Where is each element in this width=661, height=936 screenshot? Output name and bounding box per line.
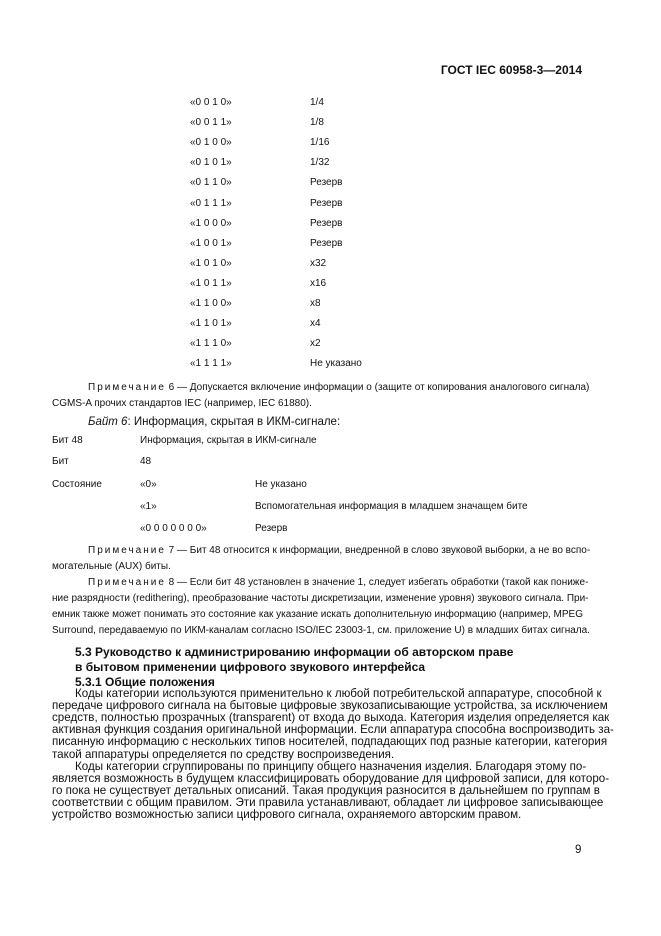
- paragraph-line: передаче цифрового сигнала на бытовые цифровые звукозаписывающие устройства, за исключением: [52, 699, 608, 713]
- note-label: Примечание: [88, 577, 166, 588]
- code-value: «0 0 1 0»: [190, 97, 232, 108]
- bit-label-2: Бит: [52, 456, 69, 467]
- note-text: — Бит 48 относится к информации, внедренной в слово звуковой выборки, а не во вспо-: [177, 545, 591, 556]
- code-meaning: x4: [310, 318, 321, 330]
- code-meaning: x2: [310, 338, 321, 350]
- note-number: 7: [168, 545, 175, 556]
- code-meaning: Резерв: [310, 237, 343, 249]
- code-value: «1 0 0 0»: [190, 217, 232, 229]
- paragraph-line: го пока не существует детальных описаний. Такая продукция разносится в дальнейшем по группам в: [52, 783, 600, 797]
- note-6-line-1: [52, 382, 590, 393]
- byte6-text: : Информация, скрытая в ИКМ-сигнале:: [127, 416, 341, 428]
- subsection-heading: 5.3.1 Общие положения: [75, 675, 215, 689]
- state-desc: Вспомогательная информация в младшем значащем бите: [255, 501, 528, 512]
- code-value: «1 1 1 1»: [190, 358, 232, 370]
- code-value: «0 0 1 1»: [190, 117, 232, 129]
- code-meaning: Резерв: [310, 197, 343, 209]
- note-8-line: ние разрядности (redithering), преобразование частоты дискретизации, изменение уровня) звукового сигнала. При-: [52, 593, 589, 604]
- note-label: Примечание: [88, 382, 166, 393]
- code-value: «1 1 1 0»: [190, 338, 232, 350]
- code-meaning: x16: [310, 277, 327, 289]
- note-number: 6: [168, 382, 175, 393]
- paragraph-line: Коды категории сгруппированы по принципу общего назначения изделия. Благодаря этому по-: [75, 759, 587, 773]
- note-8-line: емник также может понимать это состояние как указание искать дополнительную информацию (например, MPEG: [52, 609, 584, 620]
- state-desc: Не указано: [255, 479, 307, 490]
- section-heading-line-1: 5.3 Руководство к администрированию информации об авторском праве: [75, 645, 514, 659]
- state-code: «0 0 0 0 0 0 0»: [140, 523, 207, 534]
- bit-desc: Информация, скрытая в ИКМ-сигнале: [140, 435, 317, 446]
- section-heading-line-2: в бытовом применении цифрового звукового интерфейса: [75, 660, 426, 674]
- paragraph-line: писанную информацию с нескольких типов носителей, подпадающих под разные категории, категория: [52, 735, 608, 749]
- byte6-label: Байт 6: [88, 416, 128, 428]
- code-value: «1 0 1 1»: [190, 277, 232, 289]
- code-meaning: x32: [310, 257, 327, 269]
- code-value: «1 0 0 1»: [190, 237, 232, 249]
- document-header: ГОСТ IEC 60958-3—2014: [440, 63, 582, 77]
- state-desc: Резерв: [255, 523, 288, 534]
- paragraph-line: устройство возможностью записи цифрового сигнала, охраняемого авторским правом.: [52, 808, 522, 821]
- note-8-line-1: [52, 577, 589, 588]
- state-code: «1»: [140, 501, 157, 512]
- note-7-line-2: могательные (AUX) биты.: [52, 561, 171, 572]
- paragraph-line: активная функция создания оригинальной информации. Если аппаратура способна воспроизводить за-: [52, 723, 614, 737]
- note-text: — Если бит 48 установлен в значение 1, следует избегать обработки (такой как пониже-: [177, 577, 589, 588]
- paragraph-line: Коды категории используются применительно к любой потребительской аппаратуре, способной к: [75, 687, 602, 700]
- paragraph-line: соответствии с общим правилом. Эти правила устанавливают, обладает ли цифровое записывающее: [52, 795, 604, 809]
- code-value: «1 0 1 0»: [190, 257, 232, 269]
- bit-label: Бит 48: [52, 435, 83, 446]
- code-meaning: Резерв: [310, 177, 343, 189]
- note-8-line: Surround, передаваемую по ИКМ-каналам согласно ISO/IEC 23003-1, см. приложение U) в младших битах сигнала.: [52, 625, 590, 636]
- state-label: Состояние: [52, 479, 102, 490]
- note-6-line-2: CGMS-A прочих стандартов IEC (например, IEC 61880).: [52, 398, 312, 409]
- note-number: 8: [168, 577, 175, 588]
- code-meaning: x8: [310, 298, 321, 309]
- code-meaning: Резерв: [310, 217, 343, 229]
- state-code: «0»: [140, 479, 157, 490]
- code-meaning: 1/32: [310, 157, 330, 169]
- code-meaning: Не указано: [310, 358, 362, 370]
- code-meaning: 1/8: [310, 117, 324, 129]
- note-label: Примечание: [88, 545, 166, 556]
- code-value: «1 1 0 1»: [190, 318, 232, 330]
- paragraph-line: средств, полностью прозрачных (transparent) от входа до выхода. Категория изделия определяется как: [52, 711, 610, 725]
- bit-value: 48: [140, 456, 152, 467]
- code-value: «0 1 0 0»: [190, 137, 232, 149]
- code-value: «0 1 1 0»: [190, 177, 232, 189]
- code-value: «0 1 1 1»: [190, 197, 232, 209]
- code-value: «1 1 0 0»: [190, 298, 232, 309]
- paragraph-line: является возможность в будущем классифицировать оборудование для цифровой записи, для которо-: [52, 771, 610, 785]
- paragraph-line: такой аппаратуры определяется по средству воспроизведения.: [52, 747, 395, 761]
- note-7-line-1: [52, 545, 591, 556]
- note-text: — Допускается включение информации о (защите от копирования аналогового сигнала): [177, 382, 590, 393]
- page-number: 9: [575, 844, 582, 856]
- byte6-caption: [88, 416, 340, 428]
- code-meaning: 1/4: [310, 97, 324, 108]
- code-meaning: 1/16: [310, 137, 330, 149]
- code-value: «0 1 0 1»: [190, 157, 232, 169]
